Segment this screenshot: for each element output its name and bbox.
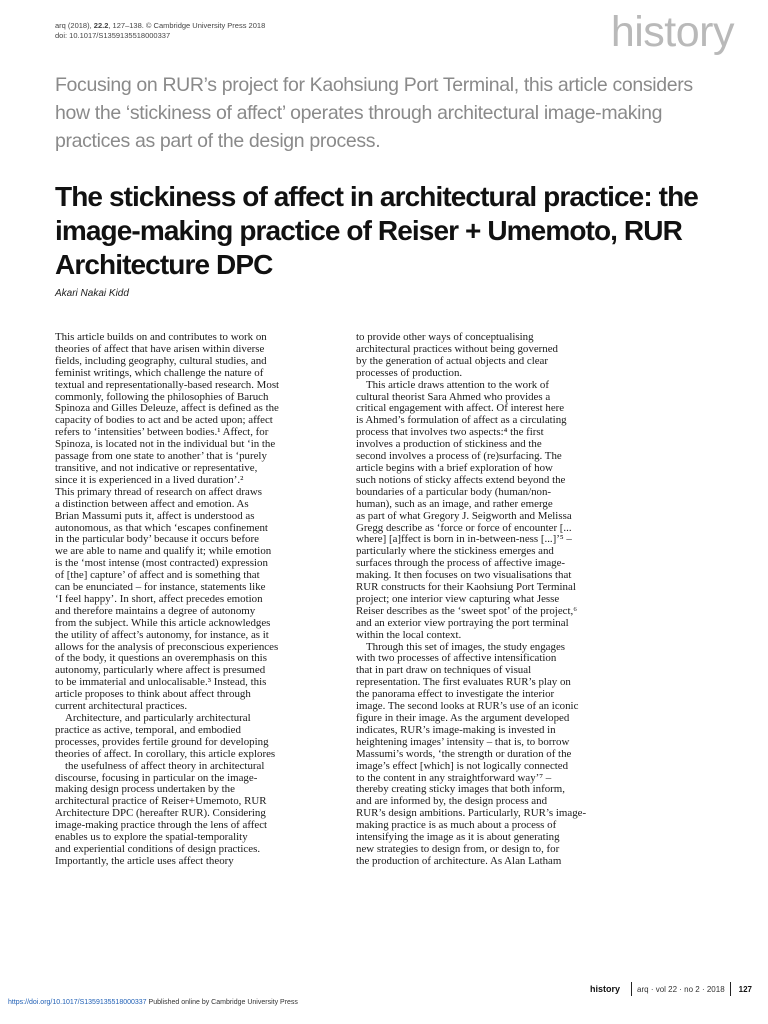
body-text-line: refers to ‘intensities’ between bodies.¹ Affect, for [55, 426, 269, 439]
body-text-line: surfaces through the process of affective image- [356, 557, 566, 570]
body-text-line: second involves a process of (re)surfacing. The [356, 450, 562, 463]
page-number: 127 [738, 984, 752, 994]
body-text-line: Gregg describe as ‘force or force of encounter [... [356, 521, 572, 534]
body-text-line: critical engagement with affect. Of interest here [356, 402, 565, 415]
body-text-line: autonomous, as that which ‘escapes confinement [55, 521, 268, 534]
standfirst: Focusing on RUR’s project for Kaohsiung Port Terminal, this article considers how the ‘stickiness of affect’ operates through architectural image-making practices as part of the design process. [55, 74, 693, 152]
body-text-line: Spinoza and Gilles Deleuze, affect is defined as the [55, 402, 279, 415]
body-text-line: Importantly, the article uses affect theory [55, 854, 234, 867]
body-text-line: practice as active, temporal, and embodied [55, 723, 241, 736]
body-text-line: with two processes of affective intensification [356, 652, 557, 665]
body-text-line: processes, provides fertile ground for developing [55, 735, 269, 748]
body-text-line: can be enunciated – for instance, statements like [55, 581, 266, 594]
body-text-line: Reiser describes as the ‘sweet spot’ of the project,⁶ [356, 604, 578, 617]
body-text-line: from the subject. While this article acknowledges [55, 616, 271, 629]
body-text-line: human), such as an image, and rather emerge [356, 497, 553, 510]
footer-issue: arq · vol 22 · no 2 · 2018 [637, 984, 725, 994]
citation-suffix: , 127–138. © Cambridge University Press 2018 [108, 21, 266, 30]
body-text-line: to the content in any straightforward way’⁷ – [356, 771, 552, 784]
body-text-line: current architectural practices. [55, 700, 188, 713]
body-text-line: we are able to name and qualify it; while emotion [55, 545, 272, 558]
body-text-line: representation. The first evaluates RUR’s play on [356, 676, 571, 689]
body-text-line: capacity of bodies to act and be acted upon; affect [55, 414, 273, 427]
citation-volume: 22.2 [93, 21, 109, 30]
body-text-line: of the body, it questions an overemphasis on this [55, 652, 267, 665]
body-text-line: is Ahmed’s formulation of affect as a circulating [356, 414, 567, 427]
footer-doi [8, 999, 298, 1006]
body-text-line: Spinoza, is located not in the individual but ‘in the [55, 438, 276, 451]
body-text-line: in the particular body’ because it occurs before [55, 533, 259, 546]
body-text-line: boundaries of a particular body (human/non- [356, 485, 552, 498]
body-text-line: Architecture DPC (hereafter RUR). Considering [55, 807, 266, 820]
body-text-line: feminist writings, which challenge the nature of [55, 366, 264, 379]
body-text-line: making practice is as much about a process of [356, 819, 557, 832]
body-text-line: cultural theorist Sara Ahmed who provides a [356, 390, 551, 403]
body-text-line: such notions of sticky affects extend beyond the [356, 473, 566, 486]
body-text-line: image-making practice through the lens of affect [55, 819, 268, 832]
footer-journal-info [590, 982, 752, 996]
body-text-line: as part of what Gregory J. Seigworth and Melissa [356, 509, 572, 522]
body-text-line: textual and representationally-based research. Most [55, 378, 280, 391]
body-text-line: processes of production. [356, 366, 463, 379]
body-text-line: to be immaterial and unlocalisable.³ Instead, this [55, 676, 267, 689]
body-text-line: Architecture, and particularly architectural [65, 712, 251, 724]
body-text-line: thereby creating sticky images that both inform, [356, 783, 565, 796]
body-text-line: heightening images’ intensity – that is, to borrow [356, 735, 570, 748]
body-column-left [55, 332, 337, 868]
footer-divider [631, 982, 632, 996]
doi-link[interactable]: https://doi.org/10.1017/S1359135518000337 [8, 999, 147, 1006]
body-text-line: theories of affect that have arisen within diverse [55, 342, 265, 355]
body-text-line: of [the] capture’ of affect and is something that [55, 569, 260, 582]
published-note: Published online by Cambridge University Press [146, 999, 298, 1006]
body-text-line: ‘I feel happy’. In short, affect precedes emotion [55, 592, 263, 605]
body-text-line: passage from one state to another’ that is ‘purely [55, 450, 267, 463]
body-text-line: RUR’s design ambitions. Particularly, RUR’s image- [356, 807, 587, 820]
body-text-line: and an exterior view portraying the port terminal [356, 616, 569, 629]
body-text-line: since it is experienced in a lived duration’.² [55, 473, 244, 486]
body-text-line: and therefore maintains a degree of autonomy [55, 604, 256, 617]
body-text-line: image’s effect [which] is not logically connected [356, 759, 569, 772]
body-text-line: and are informed by, the design process and [356, 795, 548, 808]
body-text-line: that in part draw on techniques of visual [356, 664, 532, 677]
body-text-line: the usefulness of affect theory in architectural [65, 759, 265, 772]
body-text-line: making. It then focuses on two visualisations that [356, 569, 572, 582]
body-text-line: image. The second looks at RUR’s use of an iconic [356, 700, 579, 713]
body-text-line: the utility of affect’s autonomy, for instance, as it [55, 628, 269, 641]
body-text-line: involves a production of stickiness and the [356, 438, 542, 451]
page-footer [0, 980, 768, 1024]
body-text-line: This article builds on and contributes to work on [55, 331, 267, 343]
body-text-line: to provide other ways of conceptualising [356, 331, 534, 343]
body-text-line: article begins with a brief exploration of how [356, 461, 553, 474]
body-text-line: indicates, RUR’s image-making is invested in [356, 723, 556, 736]
footer-divider [730, 982, 731, 996]
body-text-line: intensifying the image as it is about generating [356, 831, 560, 844]
body-text-line: within the local context. [356, 628, 462, 641]
body-text-line: fields, including geography, cultural studies, and [55, 354, 267, 367]
body-text-line: Massumi’s words, ‘the strength or duration of the [356, 747, 572, 760]
article-title: The stickiness of affect in architectural practice: the image-making practice of Reiser + Umemoto, RUR Architecture DPC [55, 181, 698, 280]
body-text-line: autonomy, particularly where affect is presumed [55, 664, 266, 677]
citation-prefix: arq (2018), [55, 21, 94, 30]
body-text-line: the production of architecture. As Alan Latham [356, 854, 562, 867]
body-text-line: particularly where the stickiness emerges and [356, 545, 554, 558]
body-text-line: article proposes to think about affect through [55, 688, 251, 701]
body-text-line: commonly, following the philosophies of Baruch [55, 390, 269, 403]
body-text-line: RUR constructs for their Kaohsiung Port Terminal [356, 581, 576, 594]
body-text-line: project; one interior view capturing what Jesse [356, 592, 560, 605]
citation-block [55, 21, 265, 41]
body-text-line: where] [a]ffect is born in in-between-ness [...]’⁵ – [356, 533, 572, 546]
body-text-line: architectural practice of Reiser+Umemoto, RUR [55, 795, 267, 808]
author-name: Akari Nakai Kidd [55, 288, 129, 299]
body-text-line: making design process undertaken by the [55, 783, 235, 796]
body-text-line: This primary thread of research on affect draws [55, 485, 262, 498]
body-text-line: theories of affect. In corollary, this article explores [55, 747, 276, 760]
body-text-line: process that involves two aspects:⁴ the first [356, 426, 544, 439]
body-text-line: and experiential conditions of design practices. [55, 842, 261, 855]
body-column-right [356, 332, 638, 868]
citation-line [55, 21, 265, 31]
body-text-line: the panorama effect to investigate the interior [356, 688, 555, 701]
body-text-line: figure in their image. As the argument developed [356, 712, 570, 724]
body-text-line: allows for the analysis of preconscious experiences [55, 640, 279, 653]
body-text-line: new strategies to design from, or design to, for [356, 842, 560, 855]
body-text-line: is the ‘most intense (most contracted) expression [55, 557, 268, 570]
body-text-line: This article draws attention to the work of [366, 378, 549, 391]
body-text-line: enables us to explore the spatial-temporality [55, 831, 248, 844]
body-text-line: architectural practices without being governed [356, 342, 558, 355]
body-text-line: Brian Massumi puts it, affect is understood as [55, 509, 255, 522]
body-text-line: a distinction between affect and emotion. As [55, 497, 249, 510]
body-text-line: transitive, and not indicative or representative, [55, 461, 258, 474]
section-label: history [610, 8, 734, 56]
body-text-line: Through this set of images, the study engages [366, 640, 566, 653]
body-text-line: discourse, focusing in particular on the image- [55, 771, 258, 784]
body-text-line: by the generation of actual objects and clear [356, 354, 549, 367]
doi-line: doi: 10.1017/S1359135518000337 [55, 31, 171, 40]
footer-section: history [590, 984, 621, 994]
